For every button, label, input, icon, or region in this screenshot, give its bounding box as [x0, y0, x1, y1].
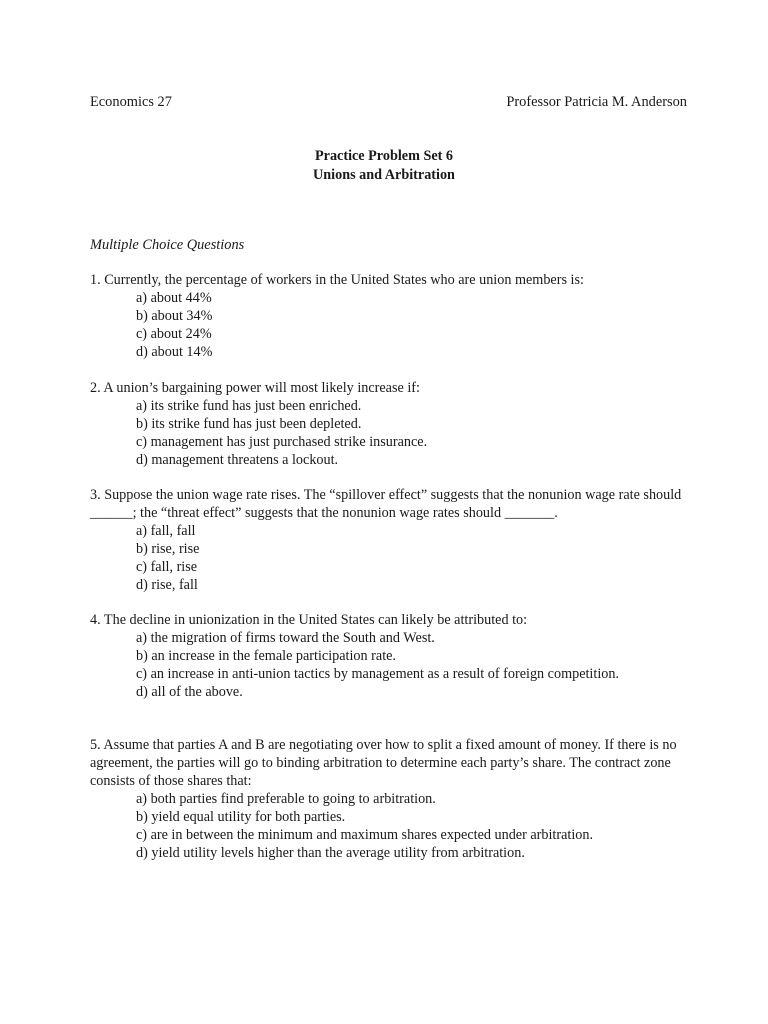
- question-2-option-a: a) its strike fund has just been enriched.: [136, 398, 362, 414]
- question-5-option-c: c) are in between the minimum and maximum shares expected under arbitration.: [136, 827, 593, 843]
- question-3-text: 3. Suppose the union wage rate rises. The “spillover effect” suggests that the nonunion wage rate should ______; the “threat effect” suggests that the nonunion wage rates should _______.: [90, 487, 682, 521]
- question-4: [90, 611, 690, 701]
- question-4-option-d: d) all of the above.: [136, 684, 243, 700]
- professor-name: Professor Patricia M. Anderson: [506, 94, 687, 110]
- question-3-option-b: b) rise, rise: [136, 541, 200, 557]
- course-name: Economics 27: [90, 94, 172, 110]
- question-4-text: 4. The decline in unionization in the United States can likely be attributed to:: [90, 612, 528, 628]
- title-line-2: Unions and Arbitration: [313, 167, 455, 183]
- question-2-option-c: c) management has just purchased strike insurance.: [136, 434, 428, 450]
- question-3-option-c: c) fall, rise: [136, 559, 198, 575]
- question-5: [90, 736, 690, 862]
- question-3: [90, 486, 690, 594]
- question-1: [90, 271, 690, 361]
- question-2-text: 2. A union’s bargaining power will most likely increase if:: [90, 380, 420, 396]
- question-2-option-b: b) its strike fund has just been depleted.: [136, 416, 362, 432]
- question-1-options: [90, 289, 690, 361]
- question-4-options: [90, 629, 690, 701]
- question-4-option-c: c) an increase in anti-union tactics by management as a result of foreign competition.: [136, 666, 619, 682]
- question-2-option-d: d) management threatens a lockout.: [136, 452, 339, 468]
- section-heading: Multiple Choice Questions: [90, 237, 245, 253]
- question-3-options: [90, 522, 690, 594]
- question-2: [90, 379, 690, 469]
- question-5-option-a: a) both parties find preferable to going to arbitration.: [136, 791, 436, 807]
- question-1-text: 1. Currently, the percentage of workers in the United States who are union members is:: [90, 272, 584, 288]
- question-5-option-b: b) yield equal utility for both parties.: [136, 809, 346, 825]
- document-title: [0, 147, 768, 185]
- question-3-option-d: d) rise, fall: [136, 577, 198, 593]
- question-4-option-b: b) an increase in the female participation rate.: [136, 648, 396, 664]
- question-4-option-a: a) the migration of firms toward the South and West.: [136, 630, 435, 646]
- question-3-option-a: a) fall, fall: [136, 523, 196, 539]
- question-1-option-c: c) about 24%: [136, 326, 212, 342]
- title-line-1: Practice Problem Set 6: [314, 148, 453, 164]
- question-5-text: 5. Assume that parties A and B are negotiating over how to split a fixed amount of money. If there is no agreement, the parties will go to binding arbitration to determine each party’s share. The contract zone consists of those shares that:: [90, 737, 677, 789]
- page-header: [90, 94, 687, 111]
- question-2-options: [90, 397, 690, 469]
- question-1-option-b: b) about 34%: [136, 308, 213, 324]
- question-1-option-a: a) about 44%: [136, 290, 212, 306]
- question-5-option-d: d) yield utility levels higher than the average utility from arbitration.: [136, 845, 525, 861]
- question-5-options: [90, 790, 690, 862]
- question-1-option-d: d) about 14%: [136, 344, 213, 360]
